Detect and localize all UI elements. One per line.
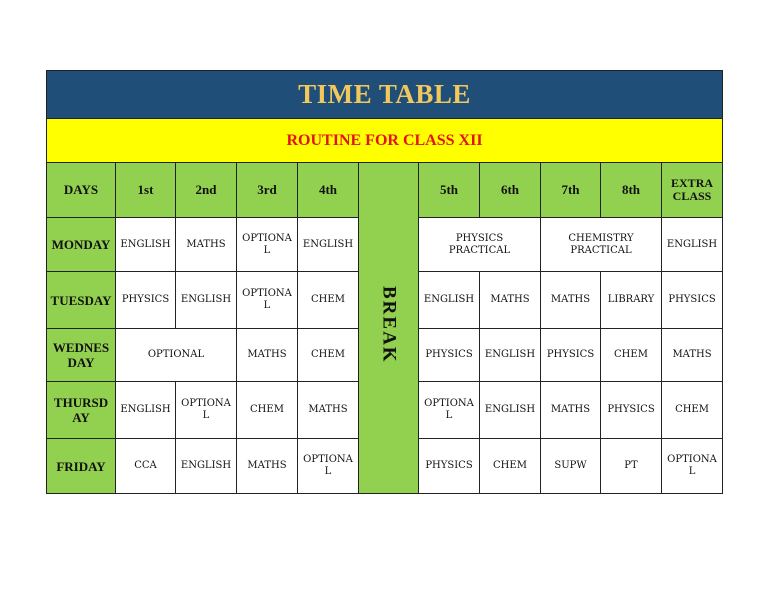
subject-cell: ENGLISH — [116, 218, 176, 272]
subject-cell: PHYSICS — [419, 439, 480, 494]
page-title: TIME TABLE — [47, 71, 723, 119]
subject-cell: CHEM — [298, 272, 359, 329]
subject-cell: OPTIONAL — [298, 439, 359, 494]
subject-cell: ENGLISH — [480, 329, 541, 382]
subject-cell: MATHS — [541, 382, 601, 439]
subject-cell: ENGLISH — [116, 382, 176, 439]
subject-cell: ENGLISH — [176, 272, 237, 329]
subject-cell: CHEM — [601, 329, 662, 382]
subject-cell: PHYSICS — [662, 272, 723, 329]
subject-cell: MATHS — [662, 329, 723, 382]
subject-cell: MATHS — [541, 272, 601, 329]
subject-cell: OPTIONAL — [237, 218, 298, 272]
day-cell: THURSDAY — [47, 382, 116, 439]
header-extra-class: EXTRA CLASS — [662, 163, 723, 218]
header-period-7: 7th — [541, 163, 601, 218]
subject-cell: ENGLISH — [176, 439, 237, 494]
page-subtitle: ROUTINE FOR CLASS XII — [47, 119, 723, 163]
subject-cell: MATHS — [237, 329, 298, 382]
subject-cell: OPTIONAL — [237, 272, 298, 329]
subject-cell: CHEM — [480, 439, 541, 494]
subject-cell: CHEM — [237, 382, 298, 439]
subject-cell: ENGLISH — [298, 218, 359, 272]
day-cell: FRIDAY — [47, 439, 116, 494]
header-period-1: 1st — [116, 163, 176, 218]
subject-cell: ENGLISH — [662, 218, 723, 272]
subject-cell: ENGLISH — [419, 272, 480, 329]
header-period-3: 3rd — [237, 163, 298, 218]
header-period-2: 2nd — [176, 163, 237, 218]
subject-cell: MATHS — [298, 382, 359, 439]
subject-cell: PHYSICS PRACTICAL — [419, 218, 541, 272]
subject-cell: CHEMISTRY PRACTICAL — [541, 218, 662, 272]
subject-cell: OPTIONAL — [116, 329, 237, 382]
timetable — [46, 70, 723, 494]
subject-cell: MATHS — [237, 439, 298, 494]
subject-cell: PHYSICS — [601, 382, 662, 439]
header-days: DAYS — [47, 163, 116, 218]
subject-cell: ENGLISH — [480, 382, 541, 439]
subject-cell: MATHS — [176, 218, 237, 272]
subject-cell: CHEM — [298, 329, 359, 382]
subject-cell: PT — [601, 439, 662, 494]
subject-cell: MATHS — [480, 272, 541, 329]
break-label: BREAK — [378, 286, 400, 364]
header-period-4: 4th — [298, 163, 359, 218]
subject-cell: CHEM — [662, 382, 723, 439]
header-period-6: 6th — [480, 163, 541, 218]
break-column — [359, 163, 419, 494]
subject-cell: OPTIONAL — [662, 439, 723, 494]
subject-cell: SUPW — [541, 439, 601, 494]
day-cell: TUESDAY — [47, 272, 116, 329]
subject-cell: PHYSICS — [541, 329, 601, 382]
header-period-5: 5th — [419, 163, 480, 218]
subject-cell: CCA — [116, 439, 176, 494]
header-period-8: 8th — [601, 163, 662, 218]
subject-cell: PHYSICS — [419, 329, 480, 382]
subject-cell: PHYSICS — [116, 272, 176, 329]
day-cell: MONDAY — [47, 218, 116, 272]
day-cell: WEDNESDAY — [47, 329, 116, 382]
subject-cell: OPTIONAL — [176, 382, 237, 439]
subject-cell: LIBRARY — [601, 272, 662, 329]
subject-cell: OPTIONAL — [419, 382, 480, 439]
